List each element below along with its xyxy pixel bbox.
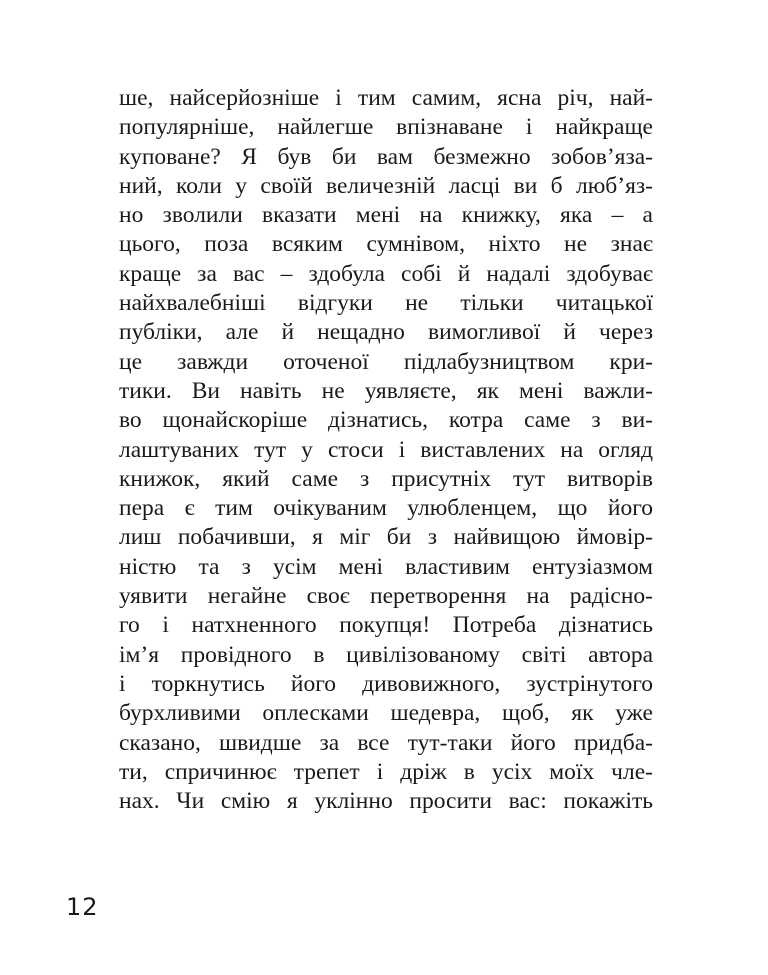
- text-line: во щонайскоріше дізнатись, котра саме з ви-: [119, 407, 653, 434]
- text-line: книжок, який саме з присутніх тут витворів: [119, 465, 653, 492]
- text-line: ний, коли у своїй величезній ласці ви б люб’яз-: [119, 172, 653, 199]
- text-line: тики. Ви навіть не уявляєте, як мені важли-: [119, 377, 653, 404]
- text-line: ім’я провідного в цивілізованому світі автора: [119, 641, 653, 668]
- text-line: ністю та з усім мені властивим ентузіазмом: [119, 553, 653, 580]
- text-line: популярніше, найлегше впізнаване і найкраще: [119, 114, 653, 141]
- text-line: ти, спричинює трепет і дріж в усіх моїх чле-: [119, 758, 653, 785]
- text-line: ше, найсерйозніше і тим самим, ясна річ, най-: [119, 85, 653, 111]
- text-line: лиш побачивши, я міг би з найвищою ймовір-: [119, 524, 653, 551]
- text-line: і торкнутись його дивовижного, зустрінутого: [119, 670, 653, 697]
- text-line: уявити негайне своє перетворення на радісно-: [119, 583, 653, 610]
- text-line: цього, поза всяким сумнівом, ніхто не знає: [119, 231, 653, 258]
- text-line: куповане? Я був би вам безмежно зобов’яза-: [119, 143, 653, 170]
- text-line: лаштуваних тут у стоси і виставлених на огляд: [119, 436, 653, 463]
- text-line: пера є тим очікуваним улюбленцем, що його: [119, 495, 653, 522]
- text-line: но зволили вказати мені на книжку, яка – а: [119, 202, 653, 229]
- text-line: го і натхненного покупця! Потреба дізнатись: [119, 612, 653, 639]
- text-line: це завжди оточеної підлабузництвом кри-: [119, 348, 653, 375]
- page-number: 12: [66, 893, 99, 921]
- text-line: краще за вас – здобула собі й надалі здобуває: [119, 260, 653, 287]
- text-line: найхвалебніші відгуки не тільки читацької: [119, 290, 653, 317]
- text-line: сказано, швидше за все тут-таки його придба-: [119, 729, 653, 756]
- text-line: бурхливими оплесками шедевра, щоб, як уже: [119, 700, 653, 727]
- body-paragraph: [119, 84, 653, 816]
- text-line: нах. Чи смію я уклінно просити вас: покажіть: [119, 788, 653, 815]
- text-line: публіки, але й нещадно вимогливої й через: [119, 319, 653, 346]
